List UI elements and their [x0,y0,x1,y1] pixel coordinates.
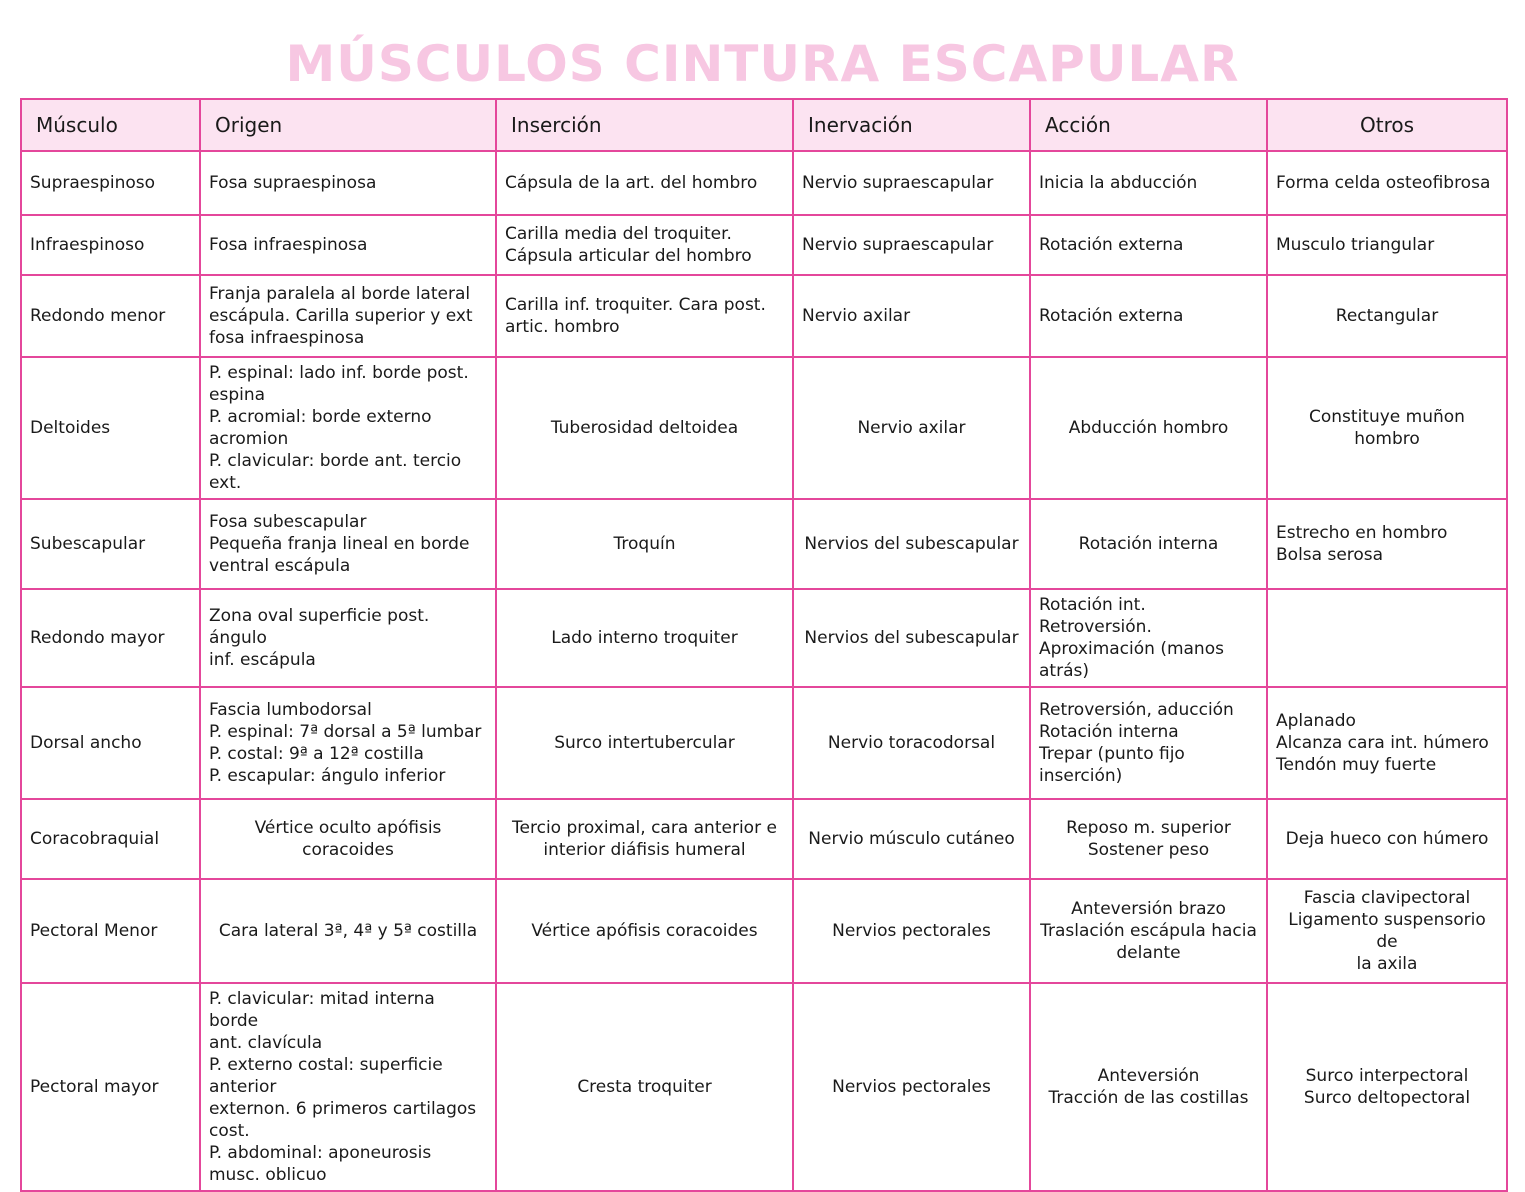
cell-origen: Fosa supraespinosa [200,151,496,215]
cell-musculo: Pectoral mayor [21,983,200,1191]
cell-otros: Deja hueco con húmero [1267,799,1507,879]
table-row [21,499,1507,589]
cell-musculo: Dorsal ancho [21,687,200,799]
cell-otros: Aplanado Alcanza cara int. húmero Tendón muy fuerte [1267,687,1507,799]
cell-inervacion: Nervios del subescapular [793,499,1030,589]
cell-accion: Rotación externa [1030,215,1267,275]
cell-insercion: Carilla inf. troquiter. Cara post. artic. hombro [496,275,793,357]
cell-inervacion: Nervio supraescapular [793,151,1030,215]
cell-musculo: Infraespinoso [21,215,200,275]
cell-insercion: Carilla media del troquiter. Cápsula articular del hombro [496,215,793,275]
cell-musculo: Subescapular [21,499,200,589]
cell-musculo: Redondo menor [21,275,200,357]
cell-inervacion: Nervio supraescapular [793,215,1030,275]
cell-musculo: Redondo mayor [21,589,200,687]
cell-insercion: Tuberosidad deltoidea [496,357,793,499]
cell-origen: Zona oval superficie post. ángulo inf. escápula [200,589,496,687]
cell-origen: Vértice oculto apófisis coracoides [200,799,496,879]
cell-accion: Retroversión, aducción Rotación interna Trepar (punto fijo inserción) [1030,687,1267,799]
header-origen: Origen [200,99,496,151]
cell-origen: Fosa subescapular Pequeña franja lineal en borde ventral escápula [200,499,496,589]
cell-accion: Abducción hombro [1030,357,1267,499]
cell-inervacion: Nervios pectorales [793,983,1030,1191]
cell-accion: Rotación interna [1030,499,1267,589]
cell-insercion: Cápsula de la art. del hombro [496,151,793,215]
cell-otros: Estrecho en hombro Bolsa serosa [1267,499,1507,589]
cell-accion: Anteversión Tracción de las costillas [1030,983,1267,1191]
header-inervacion: Inervación [793,99,1030,151]
cell-otros: Fascia clavipectoral Ligamento suspensorio de la axila [1267,879,1507,983]
cell-inervacion: Nervio músculo cutáneo [793,799,1030,879]
table-row [21,151,1507,215]
cell-origen: Franja paralela al borde lateral escápula. Carilla superior y ext fosa infraespinosa [200,275,496,357]
header-insercion: Inserción [496,99,793,151]
cell-inervacion: Nervios del subescapular [793,589,1030,687]
cell-insercion: Troquín [496,499,793,589]
header-otros: Otros [1267,99,1507,151]
cell-inervacion: Nervio toracodorsal [793,687,1030,799]
cell-insercion: Lado interno troquiter [496,589,793,687]
cell-otros [1267,589,1507,687]
table-row [21,799,1507,879]
cell-accion: Anteversión brazo Traslación escápula hacia delante [1030,879,1267,983]
cell-inervacion: Nervio axilar [793,357,1030,499]
cell-inervacion: Nervios pectorales [793,879,1030,983]
table-row [21,215,1507,275]
header-accion: Acción [1030,99,1267,151]
header-row [21,99,1507,151]
table-row [21,879,1507,983]
cell-accion: Rotación int. Retroversión. Aproximación (manos atrás) [1030,589,1267,687]
cell-musculo: Deltoides [21,357,200,499]
cell-origen: P. espinal: lado inf. borde post. espina P. acromial: borde externo acromion P. clavicular: borde ant. tercio ext. [200,357,496,499]
header-musculo: Músculo [21,99,200,151]
cell-origen: Cara lateral 3ª, 4ª y 5ª costilla [200,879,496,983]
table-row [21,589,1507,687]
table-row [21,275,1507,357]
cell-accion: Inicia la abducción [1030,151,1267,215]
table-row [21,687,1507,799]
cell-insercion: Vértice apófisis coracoides [496,879,793,983]
cell-otros: Musculo triangular [1267,215,1507,275]
table-row [21,983,1507,1191]
cell-musculo: Supraespinoso [21,151,200,215]
cell-origen: Fosa infraespinosa [200,215,496,275]
cell-otros: Rectangular [1267,275,1507,357]
cell-otros: Surco interpectoral Surco deltopectoral [1267,983,1507,1191]
cell-insercion: Tercio proximal, cara anterior e interior diáfisis humeral [496,799,793,879]
cell-origen: Fascia lumbodorsal P. espinal: 7ª dorsal a 5ª lumbar P. costal: 9ª a 12ª costilla P. escapular: ángulo inferior [200,687,496,799]
cell-musculo: Coracobraquial [21,799,200,879]
cell-origen: P. clavicular: mitad interna borde ant. clavícula P. externo costal: superficie anterior externon. 6 primeros cartilagos cost. P. abdominal: aponeurosis musc. oblicuo [200,983,496,1191]
page-title: MÚSCULOS CINTURA ESCAPULAR [285,35,1240,93]
cell-otros: Forma celda osteofibrosa [1267,151,1507,215]
cell-otros: Constituye muñon hombro [1267,357,1507,499]
cell-inervacion: Nervio axilar [793,275,1030,357]
muscles-table [20,98,1508,1192]
cell-insercion: Cresta troquiter [496,983,793,1191]
cell-insercion: Surco intertubercular [496,687,793,799]
table-row [21,357,1507,499]
cell-accion: Reposo m. superior Sostener peso [1030,799,1267,879]
cell-musculo: Pectoral Menor [21,879,200,983]
cell-accion: Rotación externa [1030,275,1267,357]
